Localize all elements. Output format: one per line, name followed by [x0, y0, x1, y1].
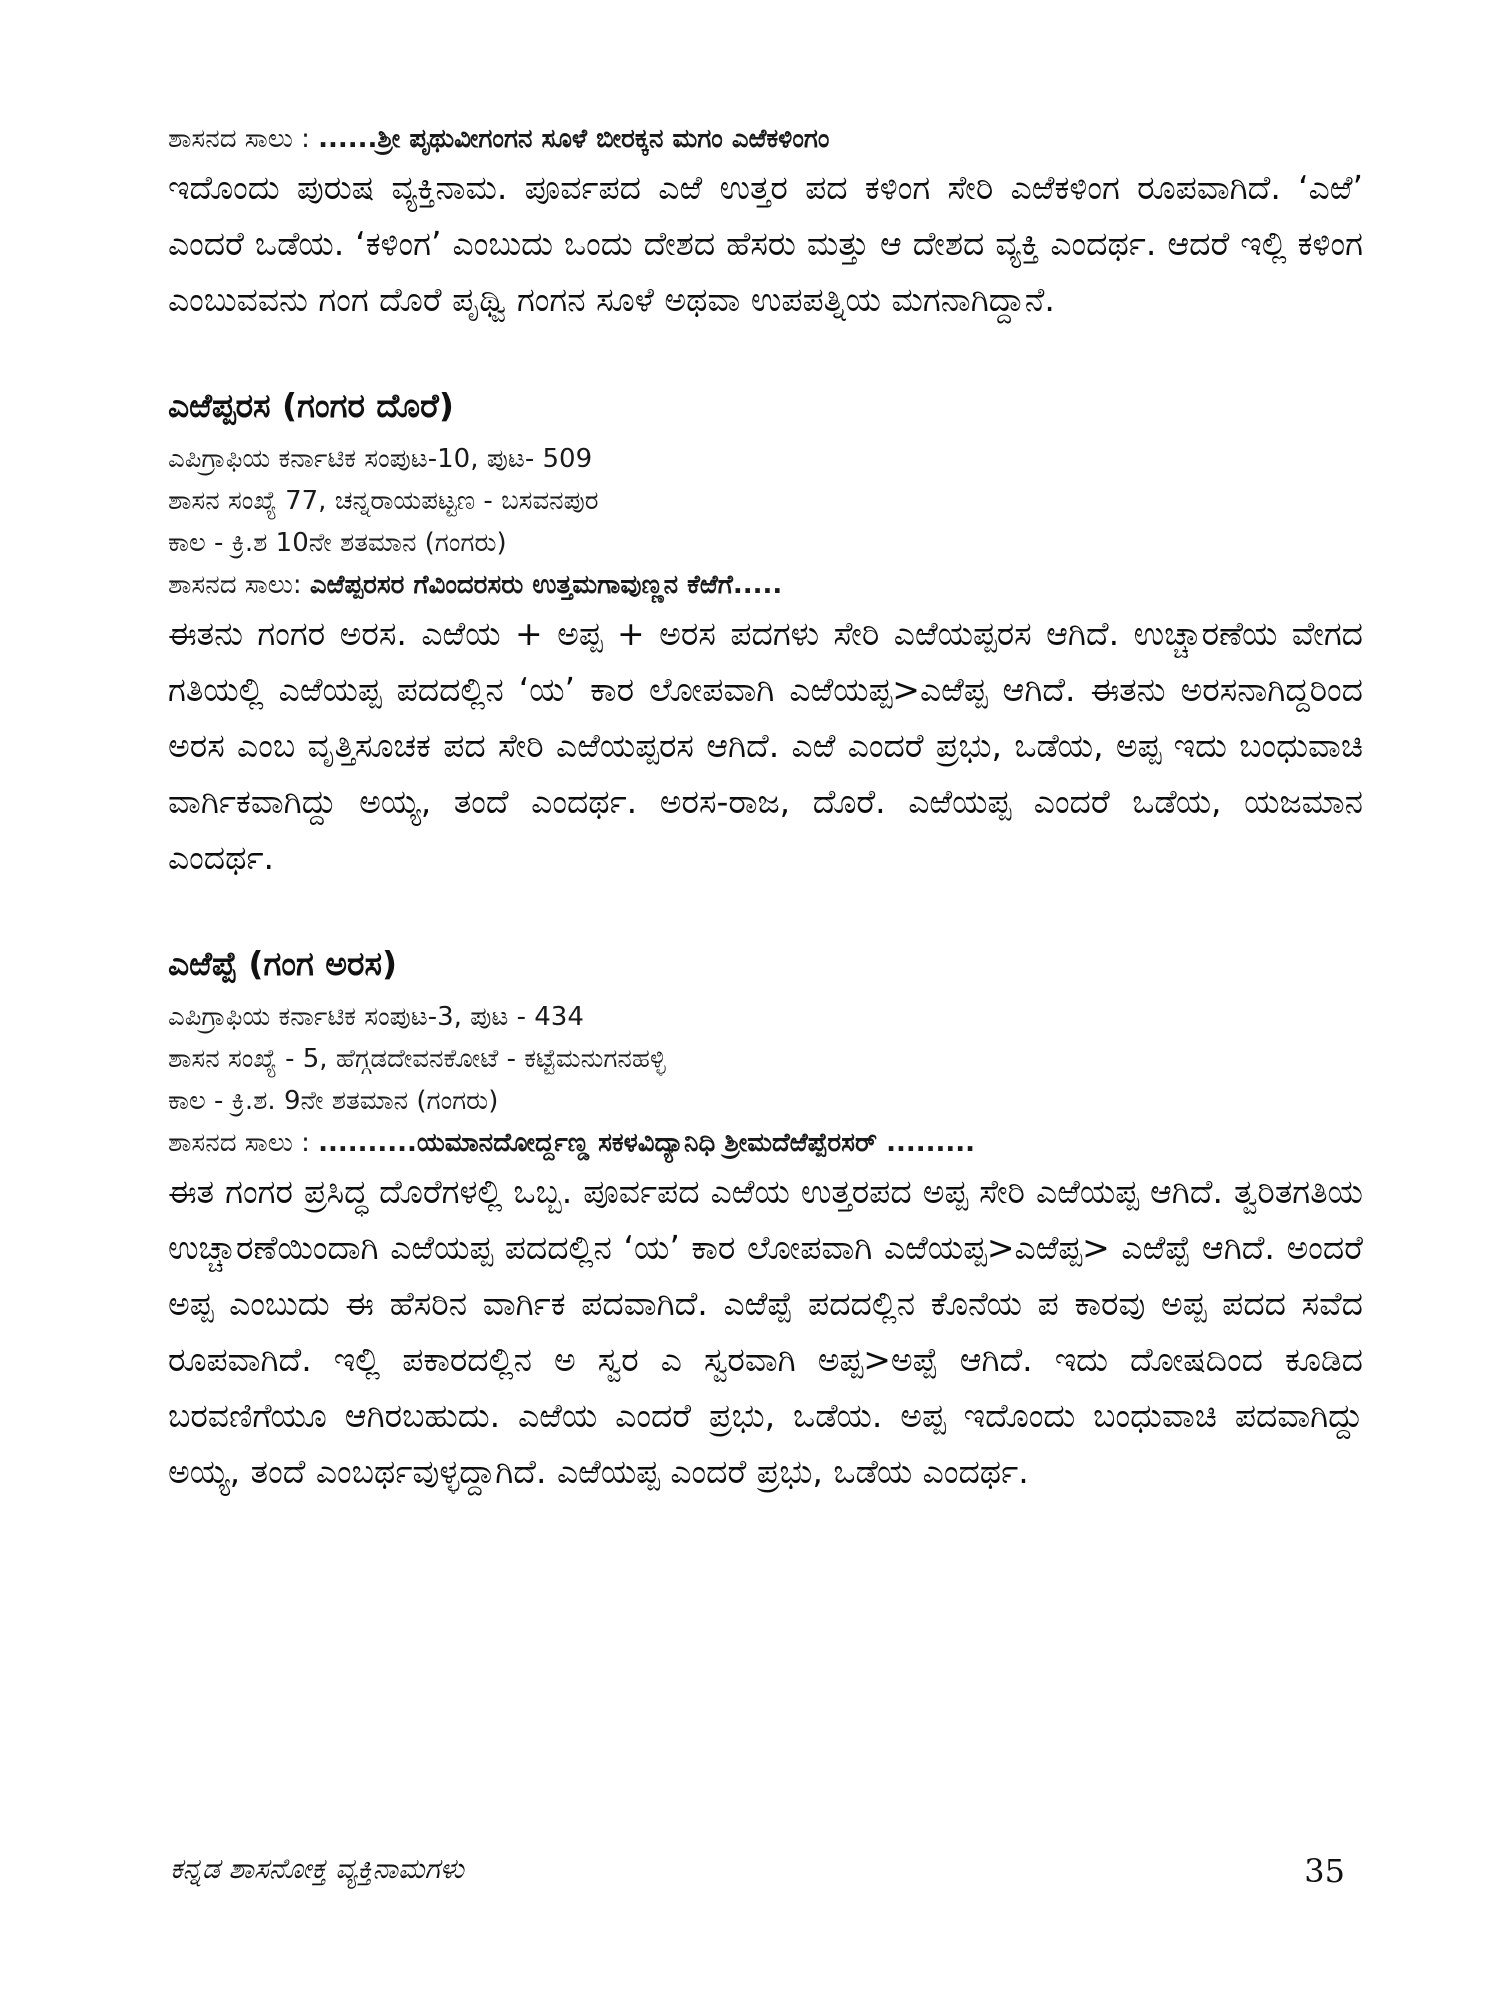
inscription-text: ..........ಯಮಾನದೋರ್ದ್ದಣ್ಡ ಸಕಳವಿದ್ಯಾನಿಧಿ ಶ್ರೀಮದೆಱೆಪ್ಪೆರಸರ್ ......... [318, 1128, 976, 1158]
page-number: 35 [1304, 1852, 1345, 1890]
section-heading: ಎಱೆಪ್ಪೆ (ಗಂಗ ಅರಸ) [168, 944, 398, 983]
period-line: ಕಾಲ - ಕ್ರಿ.ಶ. 9ನೇ ಶತಮಾನ (ಗಂಗರು) [168, 1086, 499, 1116]
inscription-line [168, 1122, 1363, 1164]
book-title: ಕನ್ನಡ ಶಾಸನೋಕ್ತ ವ್ಯಕ್ತಿನಾಮಗಳು [170, 1852, 464, 1885]
period-line: ಕಾಲ - ಕ್ರಿ.ಶ 10ನೇ ಶತಮಾನ (ಗಂಗರು) [168, 528, 507, 558]
inscription-label: ಶಾಸನದ ಸಾಲು: [168, 570, 302, 600]
intro-inscription-line [168, 118, 1363, 160]
inscription-label: ಶಾಸನದ ಸಾಲು : [168, 124, 310, 154]
source-line: ಎಪಿಗ್ರಾಫಿಯ ಕರ್ನಾಟಿಕ ಸಂಪುಟ-10, ಪುಟ- 509 [168, 444, 593, 474]
intro-paragraph: ಇದೊಂದು ಪುರುಷ ವ್ಯಕ್ತಿನಾಮ. ಪೂರ್ವಪದ ಎಱೆ ಉತ್ತರ ಪದ ಕಳಿಂಗ ಸೇರಿ ಎಱೆಕಳಿಂಗ ರೂಪವಾಗಿದೆ. ‘ಎಱೆ’ ಎಂದರೆ ಒಡೆಯ. ‘ಕಳಿಂಗ’ ಎಂಬುದು ಒಂದು ದೇಶದ ಹೆಸರು ಮತ್ತು ಆ ದೇಶದ ವ್ಯಕ್ತಿ ಎಂದರ್ಥ. ಆದರೆ ಇಲ್ಲಿ ಕಳಿಂಗ ಎಂಬುವವನು ಗಂಗ ದೊರೆ ಪೃಥ್ವಿ ಗಂಗನ ಸೂಳೆ ಅಥವಾ ಉಪಪತ್ನಿಯ ಮಗನಾಗಿದ್ದಾನೆ. [168, 168, 1363, 319]
source-line: ಎಪಿಗ್ರಾಫಿಯ ಕರ್ನಾಟಿಕ ಸಂಪುಟ-3, ಪುಟ - 434 [168, 1002, 584, 1032]
section-paragraph: ಈತನು ಗಂಗರ ಅರಸ. ಎಱೆಯ + ಅಪ್ಪ + ಅರಸ ಪದಗಳು ಸೇರಿ ಎಱೆಯಪ್ಪರಸ ಆಗಿದೆ. ಉಚ್ಚಾರಣೆಯ ವೇಗದ ಗತಿಯಲ್ಲಿ ಎಱೆಯಪ್ಪ ಪದದಲ್ಲಿನ ‘ಯ’ ಕಾರ ಲೋಪವಾಗಿ ಎಱೆಯಪ್ಪ>ಎಱೆಪ್ಪ ಆಗಿದೆ. ಈತನು ಅರಸನಾಗಿದ್ದರಿಂದ ಅರಸ ಎಂಬ ವೃತ್ತಿಸೂಚಕ ಪದ ಸೇರಿ ಎಱೆಯಪ್ಪರಸ ಆಗಿದೆ. ಎಱೆ ಎಂದರೆ ಪ್ರಭು, ಒಡೆಯ, ಅಪ್ಪ ಇದು ಬಂಧುವಾಚಿ ವಾರ್ಗಿಕವಾಗಿದ್ದು ಅಯ್ಯ, ತಂದೆ ಎಂದರ್ಥ. ಅರಸ-ರಾಜ, ದೊರೆ. ಎಱೆಯಪ್ಪ ಎಂದರೆ ಒಡೆಯ, ಯಜಮಾನ ಎಂದರ್ಥ. [168, 614, 1363, 877]
inscription-number-line: ಶಾಸನ ಸಂಖ್ಯೆ 77, ಚನ್ನರಾಯಪಟ್ಟಣ - ಬಸವನಪುರ [168, 486, 599, 516]
section-paragraph: ಈತ ಗಂಗರ ಪ್ರಸಿದ್ಧ ದೊರೆಗಳಲ್ಲಿ ಒಬ್ಬ. ಪೂರ್ವಪದ ಎಱೆಯ ಉತ್ತರಪದ ಅಪ್ಪ ಸೇರಿ ಎಱೆಯಪ್ಪ ಆಗಿದೆ. ತ್ವರಿತಗತಿಯ ಉಚ್ಚಾರಣೆಯಿಂದಾಗಿ ಎಱೆಯಪ್ಪ ಪದದಲ್ಲಿನ ‘ಯ’ ಕಾರ ಲೋಪವಾಗಿ ಎಱೆಯಪ್ಪ>ಎಱೆಪ್ಪ> ಎಱೆಪ್ಪೆ ಆಗಿದೆ. ಅಂದರೆ ಅಪ್ಪ ಎಂಬುದು ಈ ಹೆಸರಿನ ವಾರ್ಗಿಕ ಪದವಾಗಿದೆ. ಎಱೆಪ್ಪೆ ಪದದಲ್ಲಿನ ಕೊನೆಯ ಪ ಕಾರವು ಅಪ್ಪ ಪದದ ಸವೆದ ರೂಪವಾಗಿದೆ. ಇಲ್ಲಿ ಪಕಾರದಲ್ಲಿನ ಅ ಸ್ವರ ಎ ಸ್ವರವಾಗಿ ಅಪ್ಪ>ಅಪ್ಪೆ ಆಗಿದೆ. ಇದು ದೋಷದಿಂದ ಕೂಡಿದ ಬರವಣಿಗೆಯೂ ಆಗಿರಬಹುದು. ಎಱೆಯ ಎಂದರೆ ಪ್ರಭು, ಒಡೆಯ. ಅಪ್ಪ ಇದೊಂದು ಬಂಧುವಾಚಿ ಪದವಾಗಿದ್ದು ಅಯ್ಯ, ತಂದೆ ಎಂಬರ್ಥವುಳ್ಳದ್ದಾಗಿದೆ. ಎಱೆಯಪ್ಪ ಎಂದರೆ ಪ್ರಭು, ಒಡೆಯ ಎಂದರ್ಥ. [168, 1172, 1363, 1491]
inscription-text: ಎಱೆಪ್ಪರಸರ ಗೆವಿಂದರಸರು ಉತ್ತಮಗಾವುಣ್ಣನ ಕೆಱೆಗೆ..... [309, 570, 783, 600]
inscription-line [168, 564, 1363, 606]
section-heading: ಎಱೆಪ್ಪರಸ (ಗಂಗರ ದೊರೆ) [168, 386, 454, 425]
inscription-number-line: ಶಾಸನ ಸಂಖ್ಯೆ - 5, ಹೆಗ್ಗಡದೇವನಕೋಟೆ - ಕಟ್ಟೆಮನುಗನಹಳ್ಳಿ [168, 1044, 666, 1074]
inscription-text: ......ಶ್ರೀ ಪೃಥುವೀಗಂಗನ ಸೂಳೆ ಬೀರಕ್ಕನ ಮಗಂ ಎಱೆಕಳಿಂಗಂ [318, 124, 830, 154]
inscription-label: ಶಾಸನದ ಸಾಲು : [168, 1128, 310, 1158]
page-body [168, 118, 1363, 1500]
